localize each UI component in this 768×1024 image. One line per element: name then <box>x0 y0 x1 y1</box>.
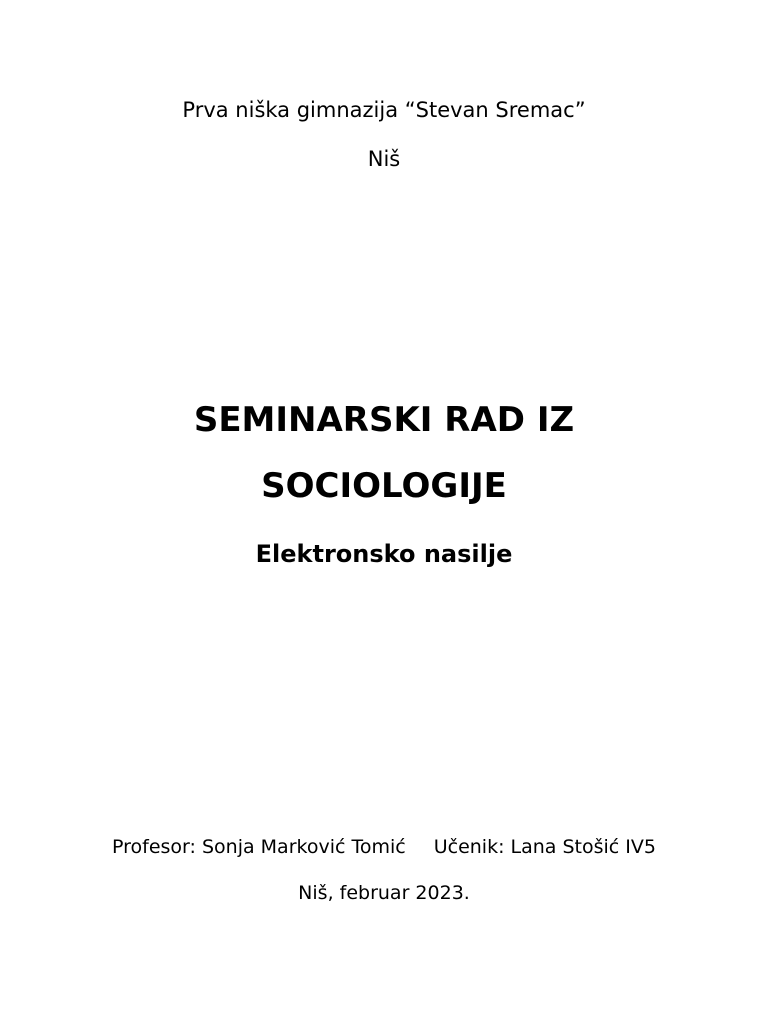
document-title-line-1: SEMINARSKI RAD IZ <box>193 400 575 440</box>
professor-name: Profesor: Sonja Marković Tomić <box>112 836 406 858</box>
place-and-date: Niš, februar 2023. <box>298 882 470 904</box>
school-name: Prva niška gimnazija “Stevan Sremac” <box>182 98 586 122</box>
student-name: Učenik: Lana Stošić IV5 <box>433 836 656 858</box>
school-city: Niš <box>367 147 401 171</box>
credits-line <box>0 833 768 861</box>
document-subtitle: Elektronsko nasilje <box>255 540 513 568</box>
document-title-line-2: SOCIOLOGIJE <box>261 466 507 506</box>
